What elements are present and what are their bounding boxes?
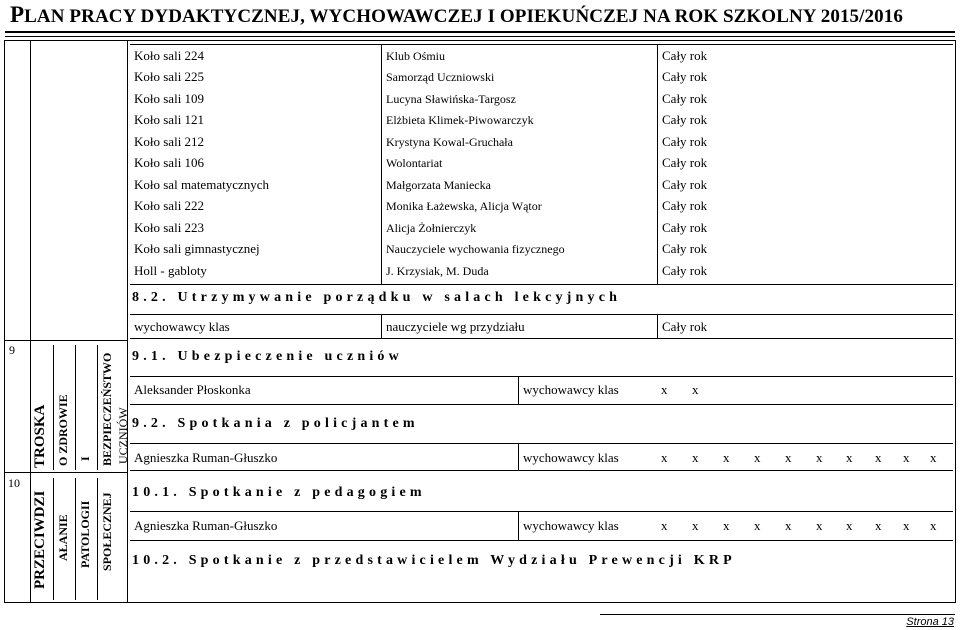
row-9-1-role: wychowawcy klas (523, 382, 619, 397)
section-number-10: 10 (8, 476, 20, 490)
room-period: Cały rok (662, 134, 708, 149)
row-8-2-divider-a (381, 314, 382, 338)
table-border-bottom (4, 602, 956, 603)
mark: x (846, 518, 853, 533)
row-8-2-bottom (130, 338, 953, 339)
row-9-1-top (130, 376, 953, 377)
room-period: Cały rok (662, 241, 708, 256)
row-10-1-who: Agnieszka Ruman-Głuszko (134, 518, 278, 533)
sec9-vertical-divider-3 (97, 345, 98, 470)
mark: x (723, 450, 730, 465)
sec10-label-line-3: PATOLOGII (78, 500, 92, 568)
mark: x (692, 518, 699, 533)
page-number: Strona 13 (906, 616, 954, 628)
sec9-label-line-4: BEZPIECZEŃSTWO (100, 352, 114, 466)
table-border-right (955, 40, 956, 602)
footer-rule (600, 614, 955, 615)
mark: x (754, 450, 761, 465)
room-period: Cały rok (662, 69, 708, 84)
sec10-label-line-1: PRZECIWDZI (32, 490, 48, 590)
row-10-1-divider (518, 511, 519, 540)
section-divider-9 (4, 340, 128, 341)
mark: x (816, 518, 823, 533)
row-9-2-bottom (130, 470, 953, 471)
room-period: Cały rok (662, 263, 708, 278)
room-name: Koło sali 223 (134, 220, 205, 235)
room-person: Lucyna Sławińska-Targosz (386, 92, 516, 106)
sec9-label-line-1: TROSKA (32, 404, 48, 468)
sec10-vertical-divider-1 (53, 478, 54, 600)
row-8-2-who: wychowawcy klas (134, 319, 230, 334)
sec9-vertical-divider-1 (53, 345, 54, 470)
row-8-2-period: Cały rok (662, 319, 708, 334)
title-rule (5, 31, 955, 33)
mark: x (692, 382, 699, 397)
sec9-label-line-5: UCZNIÓW (116, 407, 130, 465)
room-period: Cały rok (662, 91, 708, 106)
room-period: Cały rok (662, 112, 708, 127)
sec10-label-line-2: AŁANIE (56, 514, 70, 562)
mark: x (785, 518, 792, 533)
room-person: Wolontariat (386, 156, 443, 170)
mark: x (785, 450, 792, 465)
room-period: Cały rok (662, 155, 708, 170)
table-border-top (4, 40, 956, 41)
room-person: Elżbieta Klimek-Piwowarczyk (386, 113, 534, 127)
table-divider-2 (127, 40, 128, 602)
title-rule-thin (5, 36, 955, 37)
sec10-vertical-divider-2 (75, 478, 76, 600)
mark: x (875, 518, 882, 533)
room-name: Koło sali 225 (134, 69, 205, 84)
room-name: Koło sali 222 (134, 198, 205, 213)
title-initial: P (10, 2, 25, 27)
row-10-1-bottom (130, 540, 953, 541)
mark: x (816, 450, 823, 465)
mark: x (875, 450, 882, 465)
room-person: Nauczyciele wychowania fizycznego (386, 242, 565, 256)
row-8-2-top (130, 314, 953, 315)
room-person: Krystyna Kowal-Gruchała (386, 135, 513, 149)
mark: x (661, 382, 668, 397)
row-9-2-role: wychowawcy klas (523, 450, 619, 465)
row-9-1-who: Aleksander Płoskonka (134, 382, 251, 397)
mark: x (846, 450, 853, 465)
row-9-1-divider (518, 376, 519, 404)
row-9-1-bottom (130, 404, 953, 405)
col-divider-a (381, 44, 382, 284)
table-divider-1 (30, 40, 31, 602)
row-8-2-divider-b (657, 314, 658, 338)
sec9-label-line-3: I (78, 456, 92, 462)
row-10-1-role: wychowawcy klas (523, 518, 619, 533)
room-period: Cały rok (662, 177, 708, 192)
room-person: J. Krzysiak, M. Duda (386, 264, 489, 278)
section-heading-9-1: 9.1. Ubezpieczenie uczniów (132, 349, 403, 364)
room-person: Alicja Żołnierczyk (386, 221, 477, 235)
mark: x (930, 450, 937, 465)
mark: x (661, 450, 668, 465)
mark: x (930, 518, 937, 533)
sec9-label-line-2: O ZDROWIE (56, 394, 70, 466)
room-name: Koło sali 106 (134, 155, 205, 170)
mark: x (692, 450, 699, 465)
room-period: Cały rok (662, 198, 708, 213)
room-person: Samorząd Uczniowski (386, 70, 495, 84)
sec10-vertical-divider-3 (97, 478, 98, 600)
section-heading-9-2: 9.2. Spotkania z policjantem (132, 416, 419, 431)
room-period: Cały rok (662, 48, 708, 63)
room-name: Koło sali gimnastycznej (134, 241, 260, 256)
sec9-vertical-divider-2 (75, 345, 76, 470)
row-10-1-top (130, 511, 953, 512)
section-heading-10-1: 10.1. Spotkanie z pedagogiem (132, 485, 426, 500)
row-8-2-person: nauczyciele wg przydziału (386, 319, 525, 334)
mark: x (723, 518, 730, 533)
room-person: Monika Łażewska, Alicja Wątor (386, 199, 542, 213)
room-person: Małgorzata Maniecka (386, 178, 491, 192)
rooms-bottom (130, 284, 953, 285)
mark: x (661, 518, 668, 533)
section-heading-10-2: 10.2. Spotkanie z przedstawicielem Wydziału Prewencji KRP (132, 553, 736, 568)
row-9-2-who: Agnieszka Ruman-Głuszko (134, 450, 278, 465)
col-divider-b (657, 44, 658, 284)
room-name: Koło sali 224 (134, 48, 205, 63)
room-name: Koło sali 212 (134, 134, 205, 149)
room-period: Cały rok (662, 220, 708, 235)
rooms-top (130, 44, 953, 45)
mark: x (903, 450, 910, 465)
section-divider-10 (4, 472, 128, 473)
title-text: LAN PRACY DYDAKTYCZNEJ, WYCHOWAWCZEJ I OPIEKUŃCZEJ NA ROK SZKOLNY 2015/2016 (24, 6, 903, 27)
mark: x (903, 518, 910, 533)
table-border-left (4, 40, 5, 602)
mark: x (754, 518, 761, 533)
room-name: Koło sali 109 (134, 91, 205, 106)
room-name: Koło sali 121 (134, 112, 205, 127)
section-number-9: 9 (9, 343, 15, 357)
room-name: Holl - gabloty (134, 263, 207, 278)
section-heading-8-2: 8.2. Utrzymywanie porządku w salach lekcyjnych (132, 290, 622, 305)
sec10-label-line-4: SPOŁECZNEJ (100, 492, 114, 572)
page-title (10, 2, 955, 28)
row-9-2-divider (518, 443, 519, 470)
room-person: Klub Ośmiu (386, 49, 446, 63)
row-9-2-top (130, 443, 953, 444)
room-name: Koło sal matematycznych (134, 177, 270, 192)
